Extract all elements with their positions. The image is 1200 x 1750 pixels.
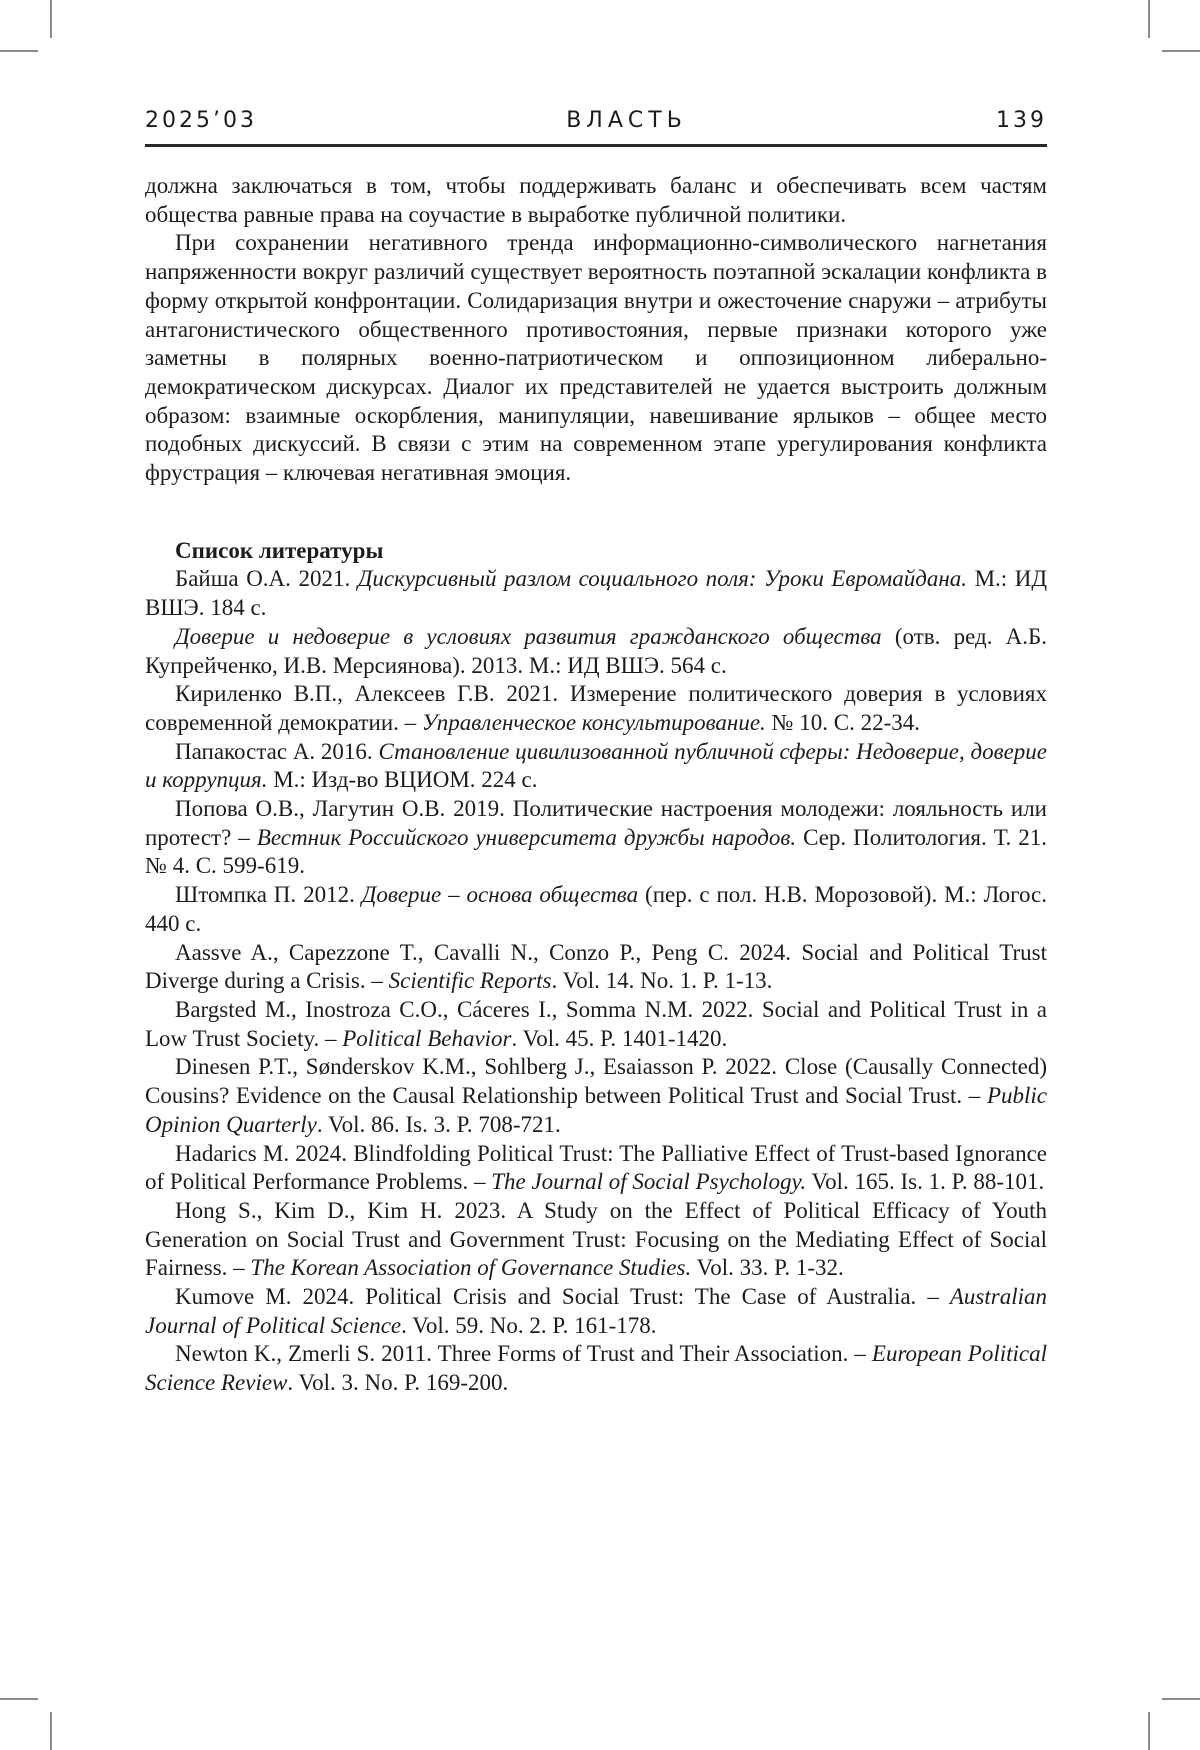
page-number: 139 [996, 108, 1047, 133]
body-text [145, 172, 1047, 488]
reference-title-italic: The Korean Association of Governance Studies. [250, 1255, 692, 1281]
reference-text: Штомпка П. 2012. [175, 882, 362, 908]
reference-text: . Vol. 59. No. 2. P. 161-178. [401, 1312, 657, 1338]
body-paragraph: При сохранении негативного тренда информационно-символического нагнетания напряженности вокруг различий существует вероятность поэтапной эскалации конфликта в форму открытой конфронтации. Солидаризация внутри и ожесточение снаружи – атрибуты антагонистического общественного противостояния, первые признаки которого уже заметны в полярных военно-патриотическом и оппозиционном либерально-демократическом дискурсах. Диалог их представителей не удается выстроить должным образом: взаимные оскорбления, манипуляции, навешивание ярлыков – общее место подобных дискуссий. В связи с этим на современном этапе урегулирования конфликта фрустрация – ключевая негативная эмоция. [145, 230, 1047, 486]
reference-text: Кириленко В.П., Алексеев Г.В. 2021. Измерение политического доверия в условиях современной демократии. – [145, 681, 1047, 735]
reference-text: Newton K., Zmerli S. 2011. Three Forms of Trust and Their Association. – [175, 1341, 872, 1367]
crop-mark-top-right-vertical [1148, 0, 1150, 38]
reference-title-italic: Australian Journal of Political Science [145, 1284, 1047, 1338]
reference-item [145, 795, 1047, 881]
reference-text: Aassve A., Capezzone T., Cavalli N., Conzo P., Peng C. 2024. Social and Political Trust Diverge during a Crisis. – [145, 939, 1047, 994]
reference-title-italic: Political Behavior [342, 1025, 512, 1051]
journal-title: ВЛАСТЬ [566, 108, 687, 133]
reference-title-italic: Управленческое консультирование. [421, 709, 766, 735]
reference-text: Bargsted M., Inostroza C.O., Cáceres I., Somma N.M. 2022. Social and Political Trust in a Low Trust Society. – [145, 996, 1047, 1051]
reference-text: № 10. С. 22-34. [765, 709, 920, 735]
reference-item [145, 1053, 1047, 1139]
reference-text: Vol. 33. P. 1-32. [691, 1255, 844, 1281]
reference-text: (пер. с пол. Н.В. Морозовой). М.: Логос. 440 с. [145, 882, 1047, 936]
crop-mark-bottom-left-horizontal [0, 1698, 38, 1700]
reference-text: Vol. 165. Is. 1. P. 88-101. [806, 1169, 1045, 1195]
crop-mark-top-right-horizontal [1162, 50, 1200, 52]
crop-mark-top-left-vertical [50, 0, 52, 38]
reference-text: . Vol. 3. No. P. 169-200. [287, 1370, 509, 1396]
reference-item [145, 939, 1047, 996]
reference-title-italic: The Journal of Social Psychology. [491, 1169, 807, 1195]
reference-title-italic: Public Opinion Quarterly [145, 1083, 1047, 1137]
reference-title-italic: Доверие и недоверие в условиях развития гражданского общества [175, 623, 882, 649]
reference-text: Попова О.В., Лагутин О.В. 2019. Политические настроения молодежи: лояльность или протест? – [145, 796, 1047, 850]
reference-item [145, 1140, 1047, 1197]
text-column [145, 172, 1047, 1398]
reference-text: . Vol. 45. P. 1401-1420. [511, 1025, 728, 1051]
reference-text: Hadarics M. 2024. Blindfolding Political Trust: The Palliative Effect of Trust-based Ignorance of Political Performance Problems. – [145, 1140, 1047, 1195]
crop-mark-bottom-left-vertical [50, 1712, 52, 1750]
reference-title-italic: European Political Science Review [145, 1341, 1047, 1396]
issue-number: 2025’03 [145, 108, 257, 133]
reference-text: Kumove M. 2024. Political Crisis and Social Trust: The Case of Australia. – [175, 1284, 950, 1310]
reference-text: . Vol. 14. No. 1. P. 1-13. [551, 968, 773, 994]
reference-text: Сер. Политология. Т. 21. № 4. С. 599-619. [145, 824, 1047, 879]
reference-text: Hong S., Kim D., Kim H. 2023. A Study on the Effect of Political Efficacy of Youth Generation on Social Trust and Government Trust: Focusing on the Mediating Effect of Social Fairness. – [145, 1197, 1047, 1281]
reference-text: . Vol. 86. Is. 3. P. 708-721. [316, 1111, 561, 1137]
reference-text: Папакостас А. 2016. [175, 738, 379, 764]
reference-title-italic: Дискурсивный разлом социального поля: Уроки Евромайдана. [357, 566, 968, 592]
running-head [145, 108, 1047, 147]
references-heading: Список литературы [175, 537, 384, 563]
reference-item [145, 738, 1047, 795]
reference-item [145, 1283, 1047, 1340]
crop-mark-bottom-right-horizontal [1162, 1698, 1200, 1700]
reference-text: М.: ИД ВШЭ. 184 с. [145, 566, 1048, 621]
reference-title-italic: Вестник Российского университета дружбы народов. [256, 824, 797, 850]
reference-item [145, 996, 1047, 1053]
reference-item [145, 623, 1047, 680]
body-paragraph: должна заключаться в том, чтобы поддерживать баланс и обеспечивать всем частям общества равные права на соучастие в выработке публичной политики. [145, 173, 1047, 227]
reference-item [145, 680, 1047, 737]
reference-title-italic: Scientific Reports [388, 968, 552, 994]
reference-text: М.: Изд-во ВЦИОМ. 224 с. [267, 767, 538, 793]
reference-text: Байша О.А. 2021. [175, 566, 358, 592]
reference-text: Dinesen P.T., Sønderskov K.M., Sohlberg J., Esaiasson P. 2022. Close (Causally Connected) Cousins? Evidence on the Causal Relationship between Political Trust and Social Trust. – [145, 1054, 1047, 1109]
reference-text: (отв. ред. А.Б. Купрейченко, И.В. Мерсиянова). 2013. М.: ИД ВШЭ. 564 с. [145, 623, 1047, 678]
reference-title-italic: Становление цивилизованной публичной сферы: Недоверие, доверие и коррупция. [145, 738, 1047, 793]
reference-item [145, 881, 1047, 938]
reference-title-italic: Доверие – основа общества [361, 882, 639, 908]
reference-list [145, 565, 1047, 1397]
reference-item [145, 1197, 1047, 1283]
crop-mark-bottom-right-vertical [1148, 1712, 1150, 1750]
reference-item [145, 565, 1047, 622]
reference-item [145, 1340, 1047, 1397]
crop-mark-top-left-horizontal [0, 50, 38, 52]
